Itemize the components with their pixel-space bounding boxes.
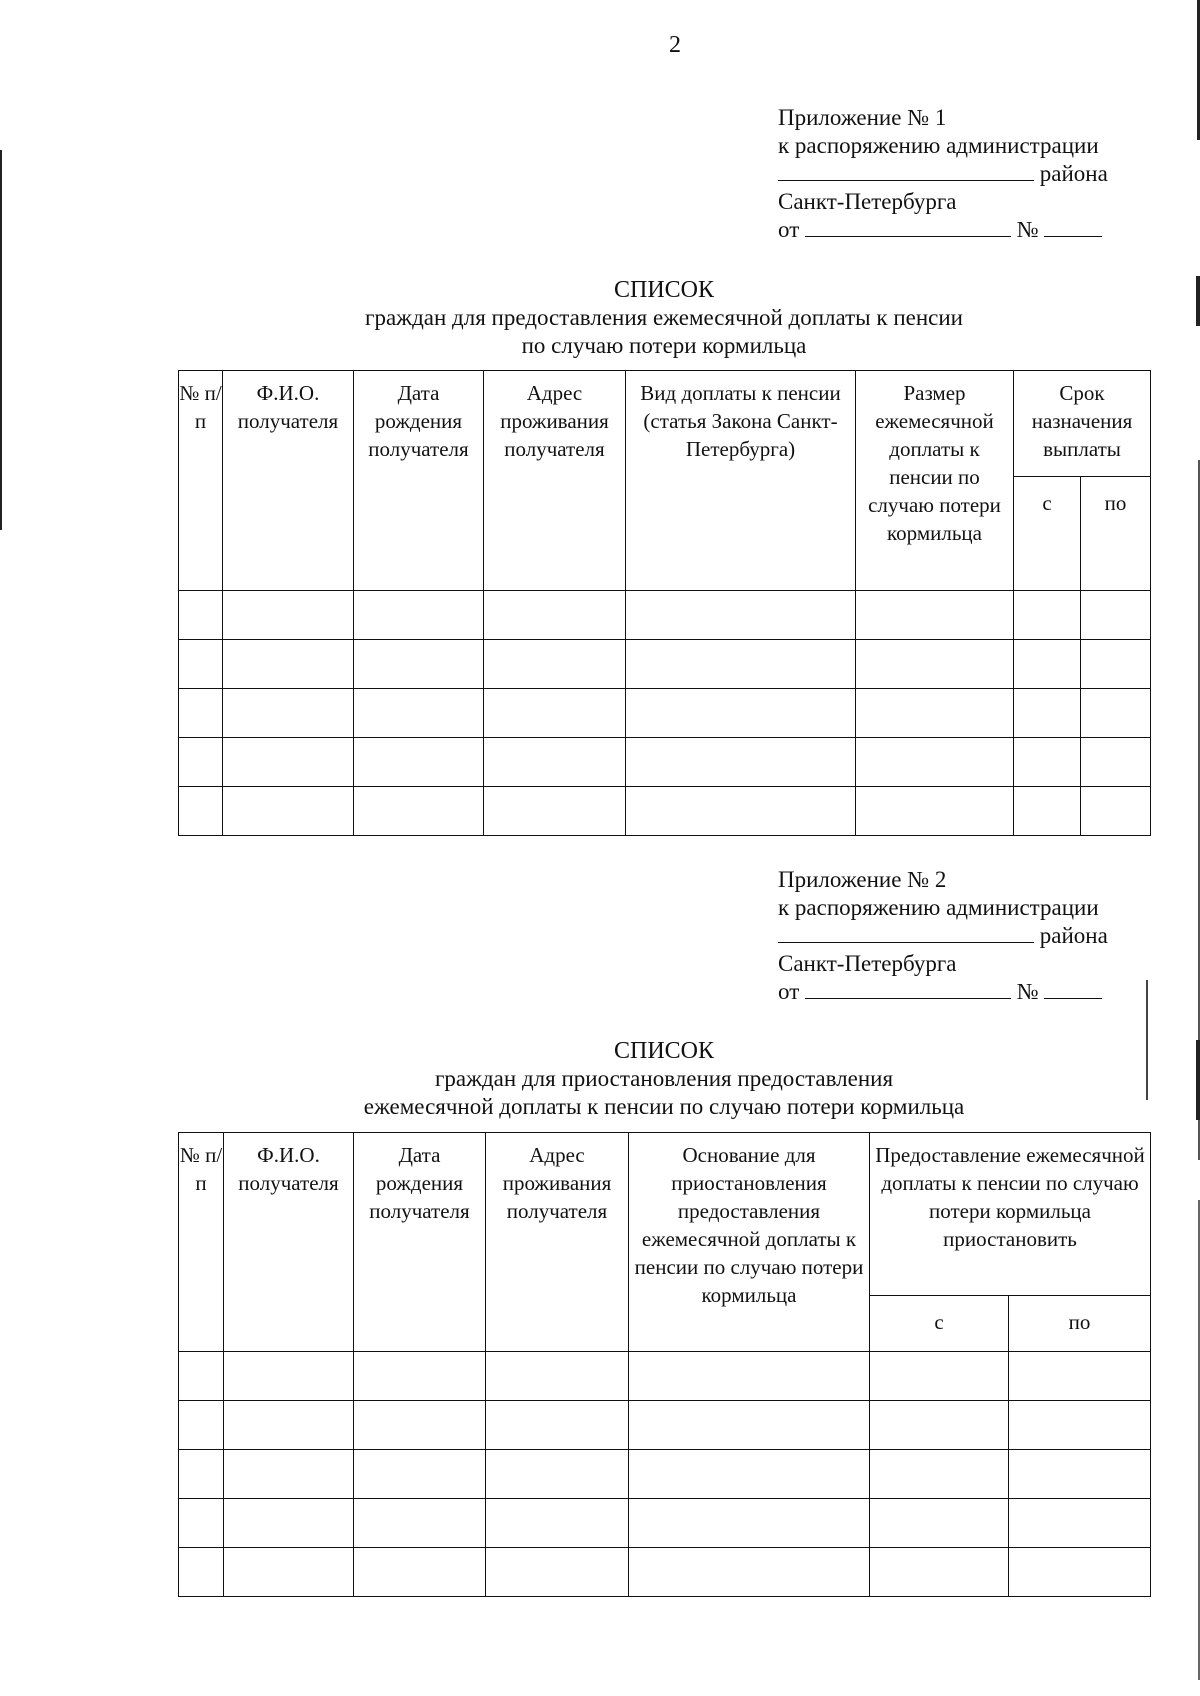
district-suffix: района: [1039, 923, 1108, 948]
table-row: [179, 1352, 1151, 1401]
col-supplement-amount: Размер ежемесячной доплаты к пенсии по случаю потери кормильца: [856, 371, 1014, 591]
table-cell[interactable]: [179, 1450, 224, 1499]
table-cell[interactable]: [354, 1401, 486, 1450]
table-cell[interactable]: [486, 1450, 629, 1499]
appendix-2-order: к распоряжению администрации: [778, 895, 1099, 920]
table-cell[interactable]: [870, 1352, 1009, 1401]
table-cell[interactable]: [179, 738, 223, 787]
table-cell[interactable]: [224, 1401, 354, 1450]
table-cell[interactable]: [1081, 787, 1151, 836]
table-cell[interactable]: [224, 1352, 354, 1401]
col-period-from: с: [1014, 477, 1081, 591]
list-2-table: [178, 1132, 1151, 1597]
table-cell[interactable]: [486, 1548, 629, 1597]
table-row: [179, 1401, 1151, 1450]
list-1-title: [178, 276, 1150, 360]
table-cell[interactable]: [484, 689, 626, 738]
table-cell[interactable]: [354, 1548, 486, 1597]
table-cell[interactable]: [629, 1401, 870, 1450]
table-row: [179, 787, 1151, 836]
col-suspension-reason: Основание для приостановления предоставления ежемесячной доплаты к пенсии по случаю потери кормильца: [629, 1133, 870, 1352]
table-cell[interactable]: [870, 1548, 1009, 1597]
table-cell[interactable]: [1009, 1352, 1151, 1401]
table-cell[interactable]: [626, 689, 856, 738]
number-blank: [1044, 216, 1102, 237]
table-cell[interactable]: [629, 1548, 870, 1597]
col-payment-period: Срок назначения выплаты: [1014, 371, 1151, 477]
appendix-2-date-line: [778, 978, 1138, 1006]
scan-edge-mark-right-mid: [1196, 276, 1200, 326]
appendix-2-city: Санкт-Петербурга: [778, 951, 957, 976]
table-cell[interactable]: [626, 591, 856, 640]
table-cell[interactable]: [486, 1401, 629, 1450]
col-birth-date: Дата рождения получателя: [354, 371, 484, 591]
table-cell[interactable]: [486, 1352, 629, 1401]
table-cell[interactable]: [1014, 640, 1081, 689]
col-suspension-to: по: [1009, 1296, 1151, 1352]
table-cell[interactable]: [224, 1499, 354, 1548]
table-cell[interactable]: [484, 640, 626, 689]
table-cell[interactable]: [870, 1401, 1009, 1450]
table-cell[interactable]: [856, 738, 1014, 787]
table-row: [179, 1450, 1151, 1499]
district-blank: [778, 160, 1034, 181]
number-label: №: [1016, 217, 1039, 242]
table-cell[interactable]: [179, 640, 223, 689]
col-fio: Ф.И.О. получателя: [224, 1133, 354, 1352]
col-num: № п/п: [179, 1133, 224, 1352]
list-2-subtitle-1: граждан для приостановления предоставления: [434, 1066, 894, 1091]
list-2-subtitle-2: ежемесячной доплаты к пенсии по случаю потери кормильца: [363, 1094, 965, 1119]
scan-edge-mark-inner: [1146, 980, 1148, 1100]
col-address: Адрес проживания получателя: [484, 371, 626, 591]
col-suspension-from: с: [870, 1296, 1009, 1352]
table-cell[interactable]: [179, 689, 223, 738]
table-cell[interactable]: [354, 689, 484, 738]
table-cell[interactable]: [1009, 1548, 1151, 1597]
appendix-1-header: [778, 104, 1138, 244]
table-cell[interactable]: [1014, 591, 1081, 640]
district-suffix: района: [1039, 161, 1108, 186]
scan-edge-mark-left: [0, 150, 2, 530]
table-cell[interactable]: [179, 1548, 224, 1597]
list-1-subtitle-1: граждан для предоставления ежемесячной доплаты к пенсии: [365, 305, 963, 330]
table-cell[interactable]: [223, 640, 354, 689]
table-cell[interactable]: [484, 591, 626, 640]
col-address: Адрес проживания получателя: [486, 1133, 629, 1352]
table-cell[interactable]: [856, 640, 1014, 689]
table-cell[interactable]: [486, 1499, 629, 1548]
table-cell[interactable]: [1009, 1401, 1151, 1450]
table-cell[interactable]: [1014, 787, 1081, 836]
table-cell[interactable]: [484, 787, 626, 836]
table-cell[interactable]: [354, 1499, 486, 1548]
table-cell[interactable]: [856, 689, 1014, 738]
list-2-title: [178, 1037, 1150, 1121]
table-cell[interactable]: [224, 1450, 354, 1499]
table-cell[interactable]: [223, 738, 354, 787]
from-label: от: [778, 979, 800, 1004]
table-cell[interactable]: [179, 1499, 224, 1548]
table-cell[interactable]: [354, 591, 484, 640]
table-cell[interactable]: [629, 1352, 870, 1401]
appendix-1-district-line: [778, 160, 1138, 188]
table-cell[interactable]: [629, 1450, 870, 1499]
col-supplement-type: Вид доплаты к пенсии (статья Закона Санкт-Петербурга): [626, 371, 856, 591]
table-cell[interactable]: [354, 1352, 486, 1401]
appendix-2-district-line: [778, 922, 1138, 950]
table-cell[interactable]: [856, 591, 1014, 640]
table-cell[interactable]: [870, 1450, 1009, 1499]
table-cell[interactable]: [626, 787, 856, 836]
table-row: [179, 1548, 1151, 1597]
table-cell[interactable]: [1014, 738, 1081, 787]
page-number: 2: [669, 32, 681, 58]
table-cell[interactable]: [179, 591, 223, 640]
appendix-1-order: к распоряжению администрации: [778, 133, 1099, 158]
list-1-heading: СПИСОК: [613, 277, 715, 303]
table-cell[interactable]: [870, 1499, 1009, 1548]
list-1-subtitle-2: по случаю потери кормильца: [521, 333, 807, 358]
table-cell[interactable]: [856, 787, 1014, 836]
table-cell[interactable]: [1081, 640, 1151, 689]
table-cell[interactable]: [484, 738, 626, 787]
table-cell[interactable]: [179, 787, 223, 836]
col-suspension: Предоставление ежемесячной доплаты к пенсии по случаю потери кормильца приостановить: [870, 1133, 1151, 1296]
col-period-to: по: [1081, 477, 1151, 591]
table-cell[interactable]: [1081, 689, 1151, 738]
scan-edge-mark-right-low: [1196, 1040, 1200, 1120]
table-row: [179, 640, 1151, 689]
table-cell[interactable]: [223, 689, 354, 738]
table-cell[interactable]: [1081, 738, 1151, 787]
list-2-heading: СПИСОК: [613, 1038, 715, 1064]
col-birth-date: Дата рождения получателя: [354, 1133, 486, 1352]
table-cell[interactable]: [1009, 1450, 1151, 1499]
date-blank: [805, 978, 1011, 999]
appendix-2-title: Приложение № 2: [778, 867, 947, 892]
from-label: от: [778, 217, 800, 242]
date-blank: [805, 216, 1011, 237]
number-blank: [1044, 978, 1102, 999]
table-row: [179, 1499, 1151, 1548]
table-cell[interactable]: [179, 1352, 224, 1401]
table-row: [179, 689, 1151, 738]
appendix-1-title: Приложение № 1: [778, 105, 947, 130]
table-row: [179, 591, 1151, 640]
table-cell[interactable]: [179, 1401, 224, 1450]
table-cell[interactable]: [1009, 1499, 1151, 1548]
table-cell[interactable]: [354, 1450, 486, 1499]
table-cell[interactable]: [354, 738, 484, 787]
table-row: [179, 738, 1151, 787]
table-cell[interactable]: [354, 640, 484, 689]
district-blank: [778, 922, 1034, 943]
table-cell[interactable]: [1081, 591, 1151, 640]
number-label: №: [1016, 979, 1039, 1004]
table-cell[interactable]: [626, 738, 856, 787]
appendix-2-header: [778, 866, 1138, 1006]
col-fio: Ф.И.О. получателя: [223, 371, 354, 591]
table-cell[interactable]: [626, 640, 856, 689]
table-cell[interactable]: [223, 787, 354, 836]
col-num: № п/п: [179, 371, 223, 591]
table-cell[interactable]: [224, 1548, 354, 1597]
list-1-table: [178, 370, 1151, 836]
appendix-1-city: Санкт-Петербурга: [778, 189, 957, 214]
table-cell[interactable]: [629, 1499, 870, 1548]
table-cell[interactable]: [223, 591, 354, 640]
appendix-1-date-line: [778, 216, 1138, 244]
table-cell[interactable]: [354, 787, 484, 836]
table-cell[interactable]: [1014, 689, 1081, 738]
